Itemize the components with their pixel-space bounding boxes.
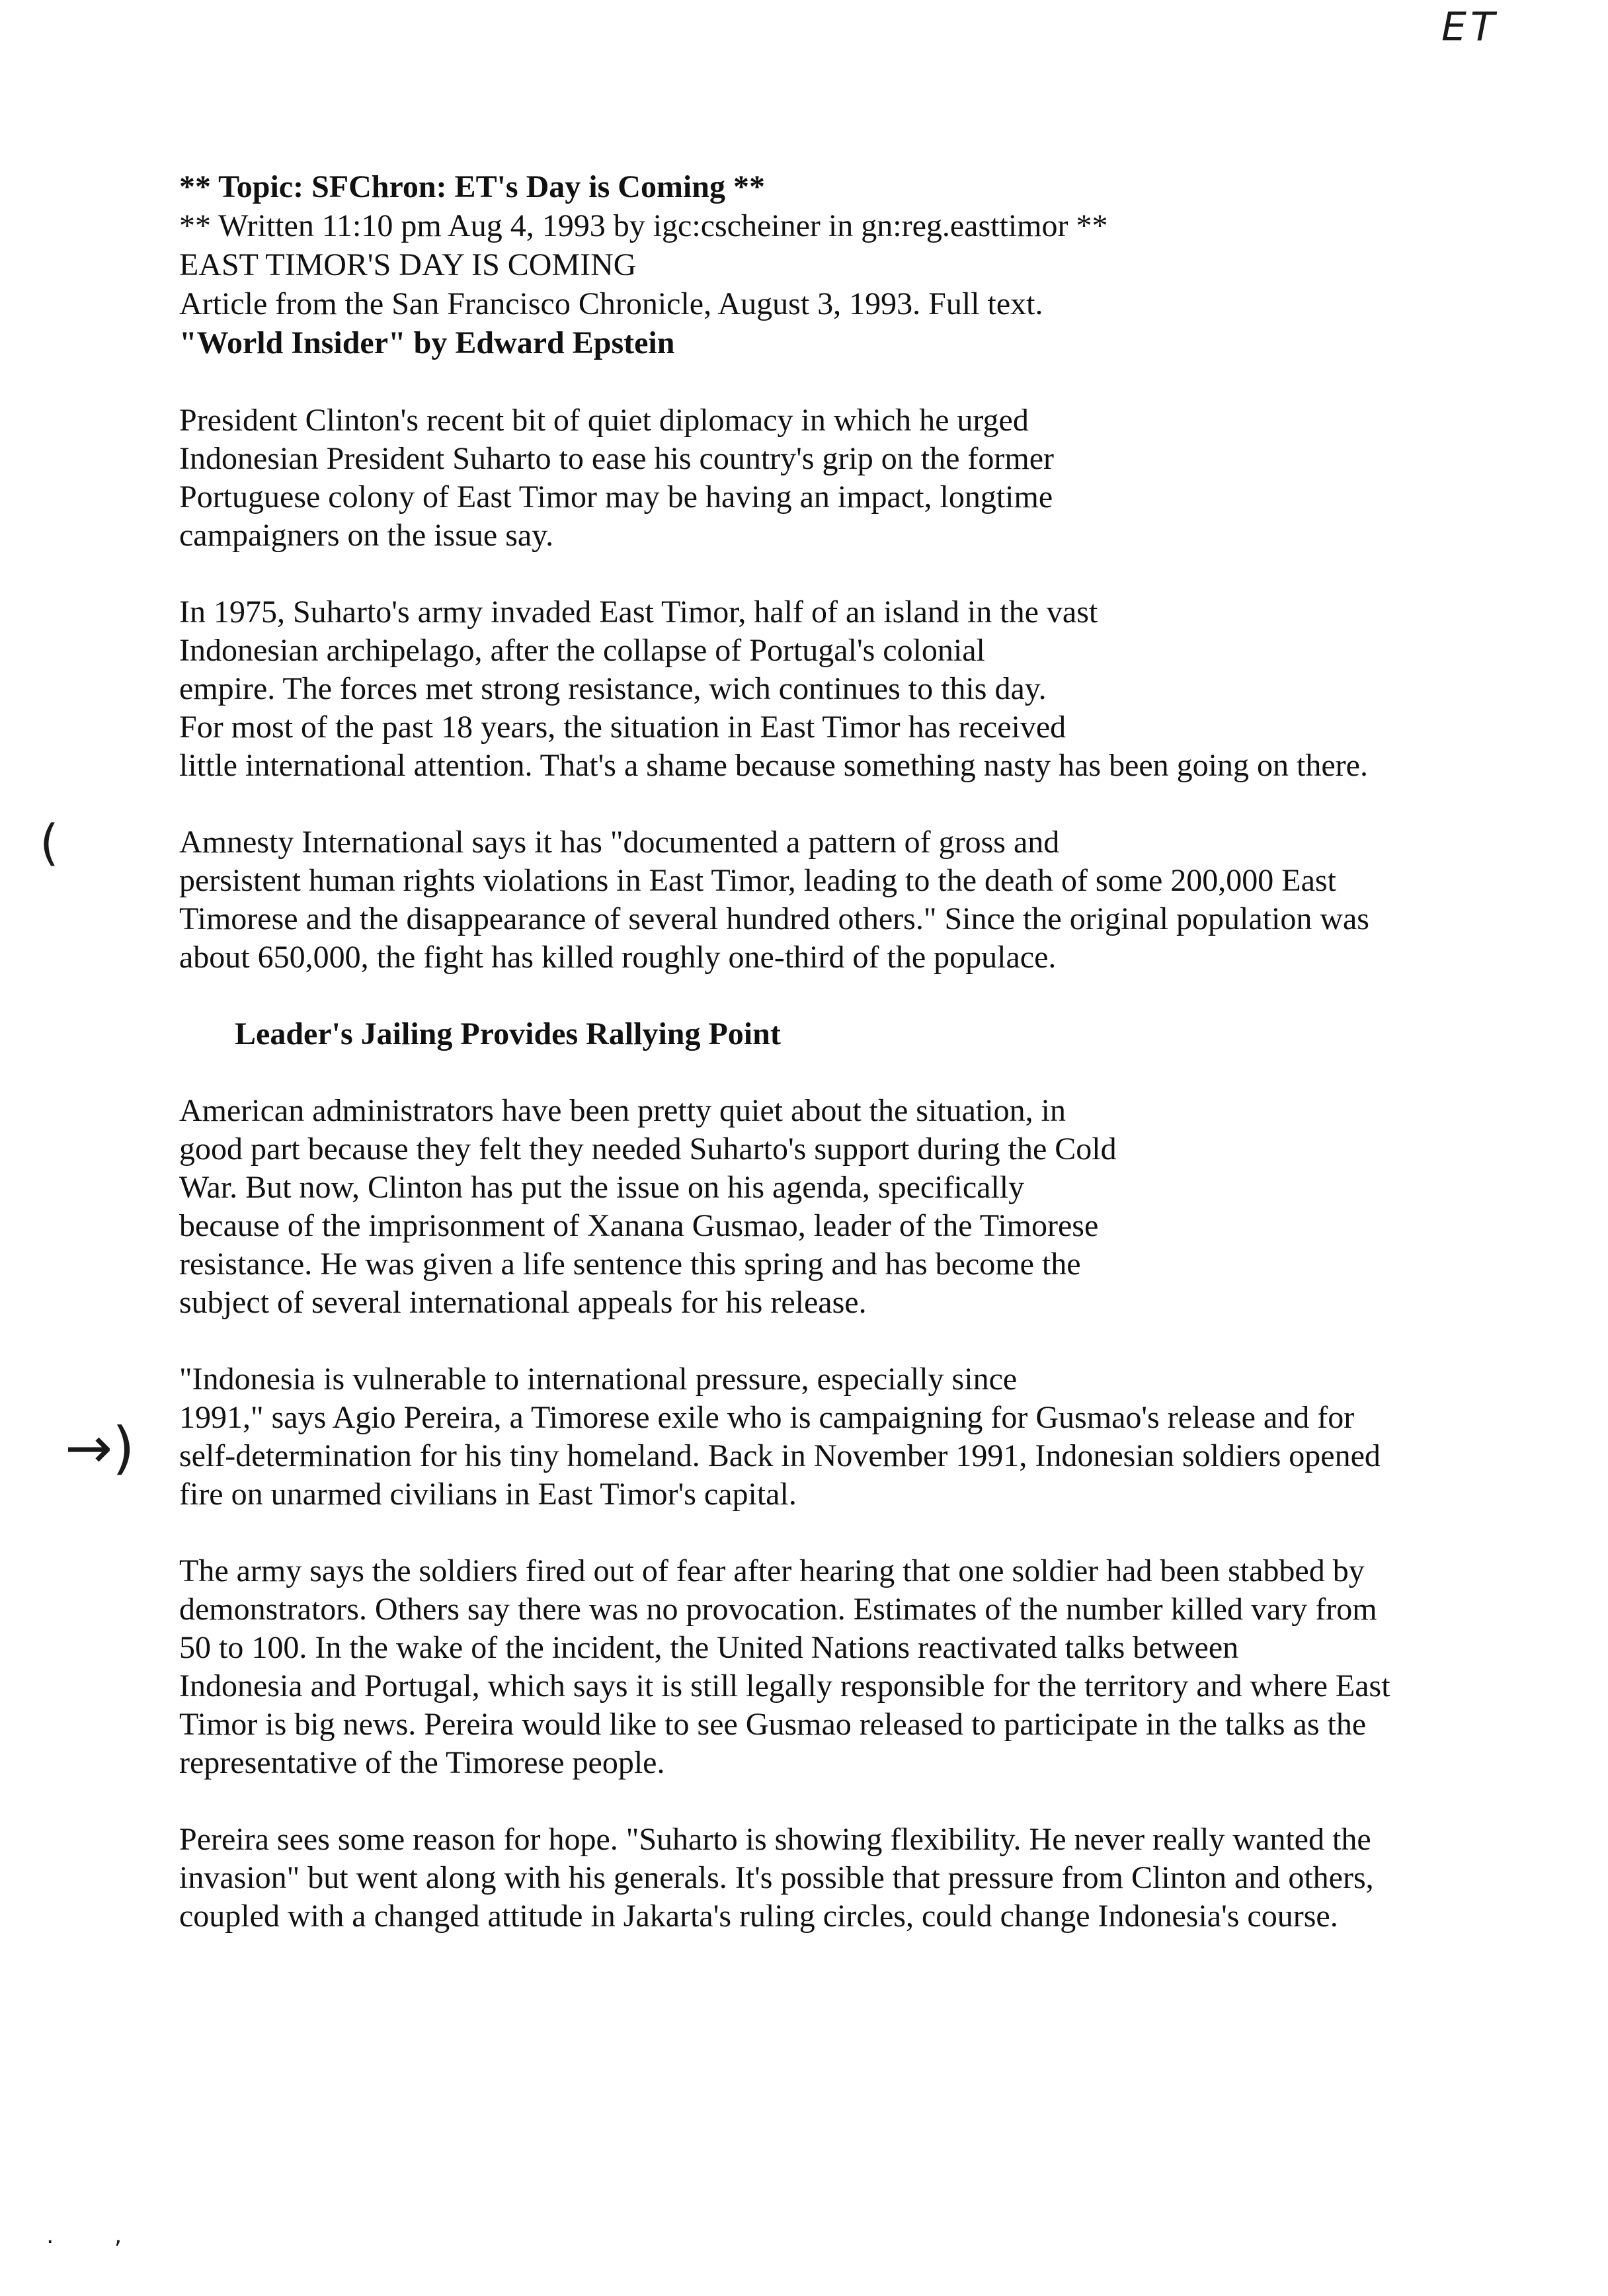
paragraph-4-line: American administrators have been pretty quiet about the situation, in — [179, 1093, 1066, 1128]
paragraph-2-line: For most of the past 18 years, the situation in East Timor has received — [179, 710, 1066, 745]
paragraph-6-line: representative of the Timorese people. — [179, 1745, 665, 1780]
article-title: EAST TIMOR'S DAY IS COMING — [179, 247, 637, 282]
paragraph-7-line: Pereira sees some reason for hope. "Suharto is showing flexibility. He never really wanted the — [179, 1822, 1371, 1857]
paragraph-6-line: The army says the soldiers fired out of fear after hearing that one soldier had been stabbed by — [179, 1553, 1365, 1588]
paragraph-5-line: 1991," says Agio Pereira, a Timorese exile who is campaigning for Gusmao's release and for — [179, 1400, 1355, 1435]
paragraph-6-line: demonstrators. Others say there was no provocation. Estimates of the number killed vary from — [179, 1592, 1377, 1627]
paragraph-3-line: Amnesty International says it has "documented a pattern of gross and — [179, 825, 1060, 860]
paragraph-3-line: persistent human rights violations in East Timor, leading to the death of some 200,000 East — [179, 863, 1336, 898]
paragraph-3-line: Timorese and the disappearance of several hundred others." Since the original population was — [179, 901, 1369, 936]
paragraph-1-line: Portuguese colony of East Timor may be having an impact, longtime — [179, 479, 1053, 514]
paragraph-1-line: President Clinton's recent bit of quiet diplomacy in which he urged — [179, 403, 1029, 438]
paragraph-7-line: invasion" but went along with his generals. It's possible that pressure from Clinton and others, — [179, 1860, 1374, 1895]
handwritten-margin-marks: . , — [46, 2222, 149, 2249]
paragraph-3-line: about 650,000, the fight has killed roughly one-third of the populace. — [179, 940, 1057, 975]
paragraph-4-line: War. But now, Clinton has put the issue on his agenda, specifically — [179, 1170, 1025, 1205]
paragraph-6-line: Indonesia and Portugal, which says it is still legally responsible for the territory and where East — [179, 1668, 1390, 1703]
topic-line: ** Topic: SFChron: ET's Day is Coming ** — [179, 169, 765, 204]
handwritten-margin-arrow: →) — [65, 1415, 135, 1481]
paragraph-2-line: little international attention. That's a shame because something nasty has been going on there. — [179, 748, 1368, 783]
paragraph-2-line: In 1975, Suharto's army invaded East Timor, half of an island in the vast — [179, 594, 1098, 630]
paragraph-1-line: campaigners on the issue say. — [179, 518, 554, 553]
paragraph-4-line: subject of several international appeals for his release. — [179, 1285, 867, 1320]
handwritten-margin-bracket: ( — [40, 815, 59, 872]
paragraph-5-line: fire on unarmed civilians in East Timor's capital. — [179, 1477, 797, 1512]
article-byline: "World Insider" by Edward Epstein — [179, 325, 675, 360]
paragraph-1-line: Indonesian President Suharto to ease his country's grip on the former — [179, 441, 1055, 476]
paragraph-5-line: self-determination for his tiny homeland. Back in November 1991, Indonesian soldiers opened — [179, 1438, 1381, 1473]
paragraph-2-line: empire. The forces met strong resistance, wich continues to this day. — [179, 671, 1047, 706]
paragraph-6-line: 50 to 100. In the wake of the incident, the United Nations reactivated talks between — [179, 1630, 1239, 1665]
paragraph-6-line: Timor is big news. Pereira would like to see Gusmao released to participate in the talks as the — [179, 1707, 1367, 1742]
section-subheading: Leader's Jailing Provides Rallying Point — [235, 1016, 781, 1051]
article-source: Article from the San Francisco Chronicle, August 3, 1993. Full text. — [179, 286, 1043, 321]
paragraph-5-line: "Indonesia is vulnerable to international pressure, especially since — [179, 1362, 1018, 1397]
handwritten-corner-note: ET — [1441, 4, 1499, 50]
paragraph-4-line: good part because they felt they needed Suharto's support during the Cold — [179, 1131, 1117, 1167]
paragraph-4-line: resistance. He was given a life sentence this spring and has become the — [179, 1247, 1081, 1282]
written-line: ** Written 11:10 pm Aug 4, 1993 by igc:cscheiner in gn:reg.easttimor ** — [179, 208, 1108, 243]
paragraph-7-line: coupled with a changed attitude in Jakarta's ruling circles, could change Indonesia's course. — [179, 1899, 1338, 1934]
paragraph-4-line: because of the imprisonment of Xanana Gusmao, leader of the Timorese — [179, 1208, 1099, 1243]
paragraph-2-line: Indonesian archipelago, after the collapse of Portugal's colonial — [179, 633, 985, 668]
